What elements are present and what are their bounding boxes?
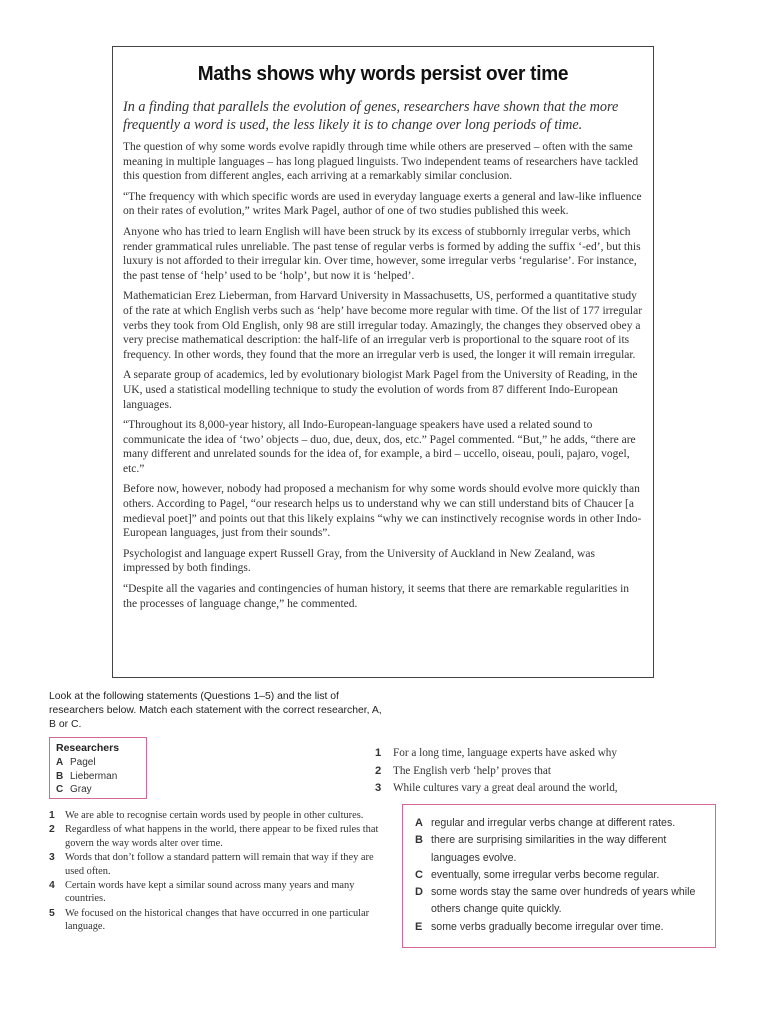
stem-number: 2 xyxy=(375,764,382,777)
article-paragraph: A separate group of academics, led by evolutionary biologist Mark Pagel from the University of Reading, in the UK, used a statistical modelling technique to study the evolution of words from 87 different Indo-European languages. xyxy=(123,369,638,411)
article-paragraph: “Throughout its 8,000-year history, all Indo-European-language speakers have used a related sound to communicate the idea of ‘two’ objects – duo, due, deux, dos, etc.” Pagel commented. “But,” he adds, “there are many different and unrelated sounds for the idea of, for example, a bird – uccello, oiseau, pouli, pajaro, vogel, etc.” xyxy=(123,419,636,475)
article-paragraph: Anyone who has tried to learn English will have been struck by its excess of stubbornly irregular verbs, which render grammatical rules unreliable. The past tense of regular verbs is formed by adding the suffix ‘-ed’, but this luxury is not afforded to their irregular kin. Over time, however, some irregular verbs ‘regularise’. For instance, the past tense of ‘help’ used to be ‘holp’, but now it is ‘helped’. xyxy=(123,225,641,282)
researcher-item xyxy=(56,770,140,784)
researcher-item xyxy=(56,756,140,770)
article-box xyxy=(112,46,654,678)
ending-item xyxy=(415,867,707,884)
article-paragraph: “Despite all the vagaries and contingencies of human history, it seems that there are remarkable regularities in the processes of language change,” he commented. xyxy=(123,583,630,610)
ending-text: regular and irregular verbs change at different rates. xyxy=(431,817,676,829)
ending-letter: D xyxy=(415,886,423,899)
question-item xyxy=(49,907,394,934)
article-lead: In a finding that parallels the evolution of genes, researchers have shown that the more frequently a word is used, the less likely it is to change over long periods of time. xyxy=(123,99,619,133)
article-paragraph: Mathematician Erez Lieberman, from Harvard University in Massachusetts, US, performed a quantitative study of the rate at which English verbs such as ‘help’ have become more regular with time. Of the list of 177 irregular verbs they took from Old English, only 98 are still irregular today. Amazingly, the changes they observed obey a very precise mathematical description: the half-life of an irregular verb is proportional to the square root of its frequency. In other words, they found that the more an irregular verb is used, the longer it will remain irregular. xyxy=(123,290,643,361)
ending-letter: A xyxy=(415,817,423,829)
ending-item xyxy=(415,815,707,832)
sentence-endings xyxy=(402,804,716,948)
stem-text: For a long time, language experts have asked why xyxy=(393,747,617,759)
researcher-name: Pagel xyxy=(70,757,96,768)
article-paragraph: “The frequency with which specific words are used in everyday language exerts a general and law-like influence on their rates of evolution,” writes Mark Pagel, author of one of two studies published this week. xyxy=(123,190,642,218)
ending-text: some verbs gradually become irregular over time. xyxy=(431,920,664,933)
article-paragraph: Psychologist and language expert Russell Gray, from the University of Auckland in New Zealand, was impressed by both findings. xyxy=(123,547,595,575)
researchers-list xyxy=(49,737,147,799)
stem-item xyxy=(375,745,705,763)
question-text: Certain words have kept a similar sound across many years and many countries. xyxy=(65,880,355,905)
ending-item xyxy=(415,884,707,919)
question-text: Words that don’t follow a standard pattern will remain that way if they are used often. xyxy=(65,852,374,877)
question-item xyxy=(49,823,394,850)
question-number: 2 xyxy=(49,824,55,836)
ending-text: eventually, some irregular verbs become regular. xyxy=(431,868,660,881)
stem-number: 3 xyxy=(375,782,382,794)
question-item xyxy=(49,809,394,822)
researcher-name: Lieberman xyxy=(70,770,118,782)
ending-letter: E xyxy=(415,920,423,933)
question-number: 4 xyxy=(49,880,55,892)
task-instructions: Look at the following statements (Questions 1–5) and the list of researchers below. Match each statement with the correct researcher, A, B or C. xyxy=(49,691,382,730)
question-text: Regardless of what happens in the world, there appear to be fixed rules that govern the way words alter over time. xyxy=(65,824,379,849)
ending-letter: B xyxy=(415,834,423,847)
researcher-letter: C xyxy=(56,784,64,795)
question-text: We are able to recognise certain words used by people in other cultures. xyxy=(65,810,364,821)
article-headline: Maths shows why words persist over time xyxy=(197,62,569,85)
article-paragraph: Before now, however, nobody had proposed a mechanism for why some words should evolve more quickly than others. According to Pagel, “our research helps us to understand why we can still understand bits of Chaucer [a medieval poet]” and points out that this likely explains “why we can instinctively recognise words in other Indo-European languages, just from their sounds”. xyxy=(123,483,642,540)
question-number: 5 xyxy=(49,907,55,919)
ending-letter: C xyxy=(415,868,423,881)
researchers-title: Researchers xyxy=(56,742,120,754)
stem-number: 1 xyxy=(375,747,382,759)
ending-text: there are surprising similarities in the way different languages evolve. xyxy=(431,834,667,864)
researcher-name: Gray xyxy=(70,784,92,795)
stem-item xyxy=(375,780,705,798)
stem-text: The English verb ‘help’ proves that xyxy=(393,764,551,777)
researcher-item xyxy=(56,783,140,797)
ending-item xyxy=(415,919,707,936)
question-number: 3 xyxy=(49,852,55,864)
sentence-stems xyxy=(375,745,705,798)
stem-item xyxy=(375,763,705,781)
stem-text: While cultures vary a great deal around the world, xyxy=(393,782,618,794)
question-item xyxy=(49,879,394,906)
ending-text: some words stay the same over hundreds of years while others change quite quickly. xyxy=(431,886,696,916)
article-paragraph: The question of why some words evolve rapidly through time while others are preserved – often with the same meaning in multiple languages – has long plagued linguists. Two independent teams of researchers have tackled this question from different angles, each arriving at a remarkably similar conclusion. xyxy=(123,141,639,183)
ending-item xyxy=(415,832,707,867)
question-number: 1 xyxy=(49,810,55,821)
researcher-letter: B xyxy=(56,770,64,782)
researcher-letter: A xyxy=(56,757,64,768)
question-item xyxy=(49,851,394,878)
questions-list xyxy=(49,809,394,935)
question-text: We focused on the historical changes that have occurred in one particular language. xyxy=(65,907,370,933)
